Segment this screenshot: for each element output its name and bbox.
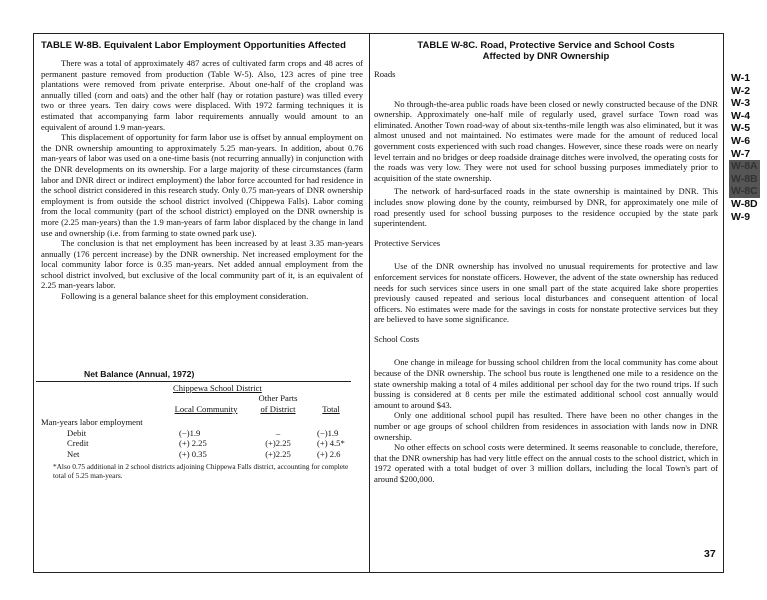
paragraph: Following is a general balance sheet for this employment consideration.	[61, 291, 309, 302]
section-label-school: School Costs	[374, 333, 420, 344]
cell: (+) 0.35	[179, 448, 207, 459]
section-tab-w5[interactable]: W-5	[731, 122, 751, 135]
net-balance-table	[41, 369, 353, 459]
paragraph: This displacement of opportunity for farm labor use is offset by annual employment on the DNR ownership amounting to approximately 5.25 man-years. In addition, about 0.76 man-years of labor was used on a one-time basis (not recurring annually) in conjunction with the DNR developments on its ownership. For a large majority of these circumstances (farm labor and DNR direct or indirect employment) the labor force accounted for had residence in the school district considered in this research study. Only 0.75 man-years of DNR ownership employment is from outside the school district involved (Chippewa Falls). Labor coming from the local community (part of the school district) employed on the DNR ownership is more (2.25 man-years) than the 1.9 man-years of farm labor displaced by the change in land use and ownership (i.e. from farming to state owned park use).	[41, 132, 363, 238]
left-column	[41, 40, 363, 302]
table-title: Net Balance (Annual, 1972)	[36, 369, 351, 382]
section-tab-w1[interactable]: W-1	[731, 72, 751, 84]
paragraph: The network of hard-surfaced roads in the state ownership is maintained by DNR. This includes snow plowing done by the county, reimbursed by DNR, for approximately one mile of road presently used for school bussing purposes to the residence occupied by the state park superintendent.	[374, 186, 718, 229]
cell: (−)1.9	[179, 427, 201, 438]
table-footnote: *Also 0.75 additional in 2 school districts adjoining Chippewa Falls district, accounting for complete total of 5.25 man-years.	[53, 462, 349, 480]
section-label-protective: Protective Services	[374, 237, 441, 248]
column-divider	[369, 34, 370, 572]
table-w8b-heading: TABLE W-8B. Equivalent Labor Employment Opportunities Affected	[41, 40, 346, 51]
cell: (−)1.9	[317, 427, 339, 438]
col-header-district: of District	[260, 403, 296, 414]
section-tab-w8c[interactable]: W-8C	[731, 185, 758, 198]
cell: (+)2.25	[265, 448, 291, 459]
section-tab-w7[interactable]: W-7	[731, 147, 751, 160]
heading-line: Affected by DNR Ownership	[482, 51, 610, 62]
col-header-total: Total	[322, 403, 340, 414]
page-number: 37	[704, 548, 716, 560]
group-header: Chippewa School District	[173, 382, 262, 393]
paragraph: Use of the DNR ownership has involved no unusual requirements for protective and law enforcement services for nonstate officers. However, the advent of the state ownership has reduced needs for such services since users in one small part of the state acquired lake shore properties previously caused repeated and serious local disturbances and consequent attention of local officers. No estimates were made for the savings in costs for nonstate protective services but they are believed to have some significance.	[374, 261, 718, 325]
paragraph: The conclusion is that net employment has been increased by at least 3.35 man-years annually (176 percent increase) by the DNR ownership. Net increased employment for the local community labor force is 0.35 man-years. Net added annual employment from the school district involved, but exclusive of the local community part of it, is an equivalent of 2.25 man-years labor.	[41, 238, 363, 291]
table-row	[53, 449, 353, 460]
heading-line: TABLE W-8C. Road, Protective Service and School Costs	[417, 40, 675, 51]
section-label-roads: Roads	[374, 69, 396, 79]
cell: (+) 2.6	[317, 448, 341, 459]
paragraph: There was a total of approximately 487 acres of cultivated farm crops and 48 acres of permanent pasture removed from production (Table W-5). Also, 123 acres of pine tree plantations were removed from private enterprise. About one-half of the cropland was annually tilled (corn and oats) and the other half (hay or rotation pasture) was tilled every two or three years. Ten dairy cows were displaced. With 1972 farming techniques it is estimated that accompanying farm labor requirements annually would amount to an equivalent of around 1.9 man-years.	[41, 58, 363, 132]
paragraph: Only one additional school pupil has resulted. There have been no other changes in the number or age groups of school children from residences in association with lands now in DNR ownership.	[374, 410, 718, 442]
right-column	[374, 40, 718, 485]
cell: –	[275, 427, 281, 438]
row-label: Debit	[67, 427, 87, 438]
table-w8c-heading	[374, 40, 718, 62]
section-tab-w2[interactable]: W-2	[731, 84, 751, 97]
section-tab-w8a[interactable]: W-8A	[731, 160, 758, 173]
paragraph: One change in mileage for bussing school children from the local community has come about because of the DNR ownership. The school bus route is lengthened one mile to a residence on the state ownership making a total of 4 miles additional per school day for the two round trips. If such bussing is considered at 8 cents per mile the estimated additional school cost annually would amount to around $43.	[374, 357, 718, 410]
row-label: Credit	[67, 438, 89, 448]
col-header-local: Local Community	[174, 403, 238, 414]
section-tab-w3[interactable]: W-3	[731, 97, 751, 110]
section-tab-w8d[interactable]: W-8D	[731, 197, 758, 210]
col-header-other: Other Parts	[258, 393, 298, 403]
section-index	[729, 72, 760, 223]
cell: (+)2.25	[265, 438, 291, 448]
section-tab-w8b[interactable]: W-8B	[731, 172, 758, 185]
cell: (+) 4.5*	[317, 438, 345, 448]
section-tab-w6[interactable]: W-6	[731, 134, 751, 147]
table-row	[53, 438, 353, 449]
section-tab-w9[interactable]: W-9	[731, 210, 751, 223]
paragraph: No through-the-area public roads have been closed or newly constructed because of the DNR ownership. Approximately one-half mile of regularly used, gravel surface Town road was eliminated. Another Town road-way of about six-tenths-mile length was also eliminated, but it was almost unused and not maintained. No estimates were made for the amount of reduced local government costs experienced with such road changes. However, since these roads were on nearly level terrain and no bridges or deep roadside drainage ditches were involved, the operating costs for the roads was very low. They were not used for school bussing purposes immediately prior to acquisition of the state ownership.	[374, 98, 718, 183]
row-label: Net	[67, 448, 80, 459]
section-tab-w4[interactable]: W-4	[731, 109, 751, 122]
paragraph: No other effects on school costs were determined. It seems reasonable to conclude, therefore, that the DNR ownership has had very little effect on the annual costs to the school district, which in 1972 operated with a total budget of over 3 million dollars, including the local Town's part of around $200,000.	[374, 442, 718, 484]
table-row	[53, 428, 353, 439]
row-group-header: Man-years labor employment	[41, 417, 143, 427]
cell: (+) 2.25	[179, 438, 207, 448]
